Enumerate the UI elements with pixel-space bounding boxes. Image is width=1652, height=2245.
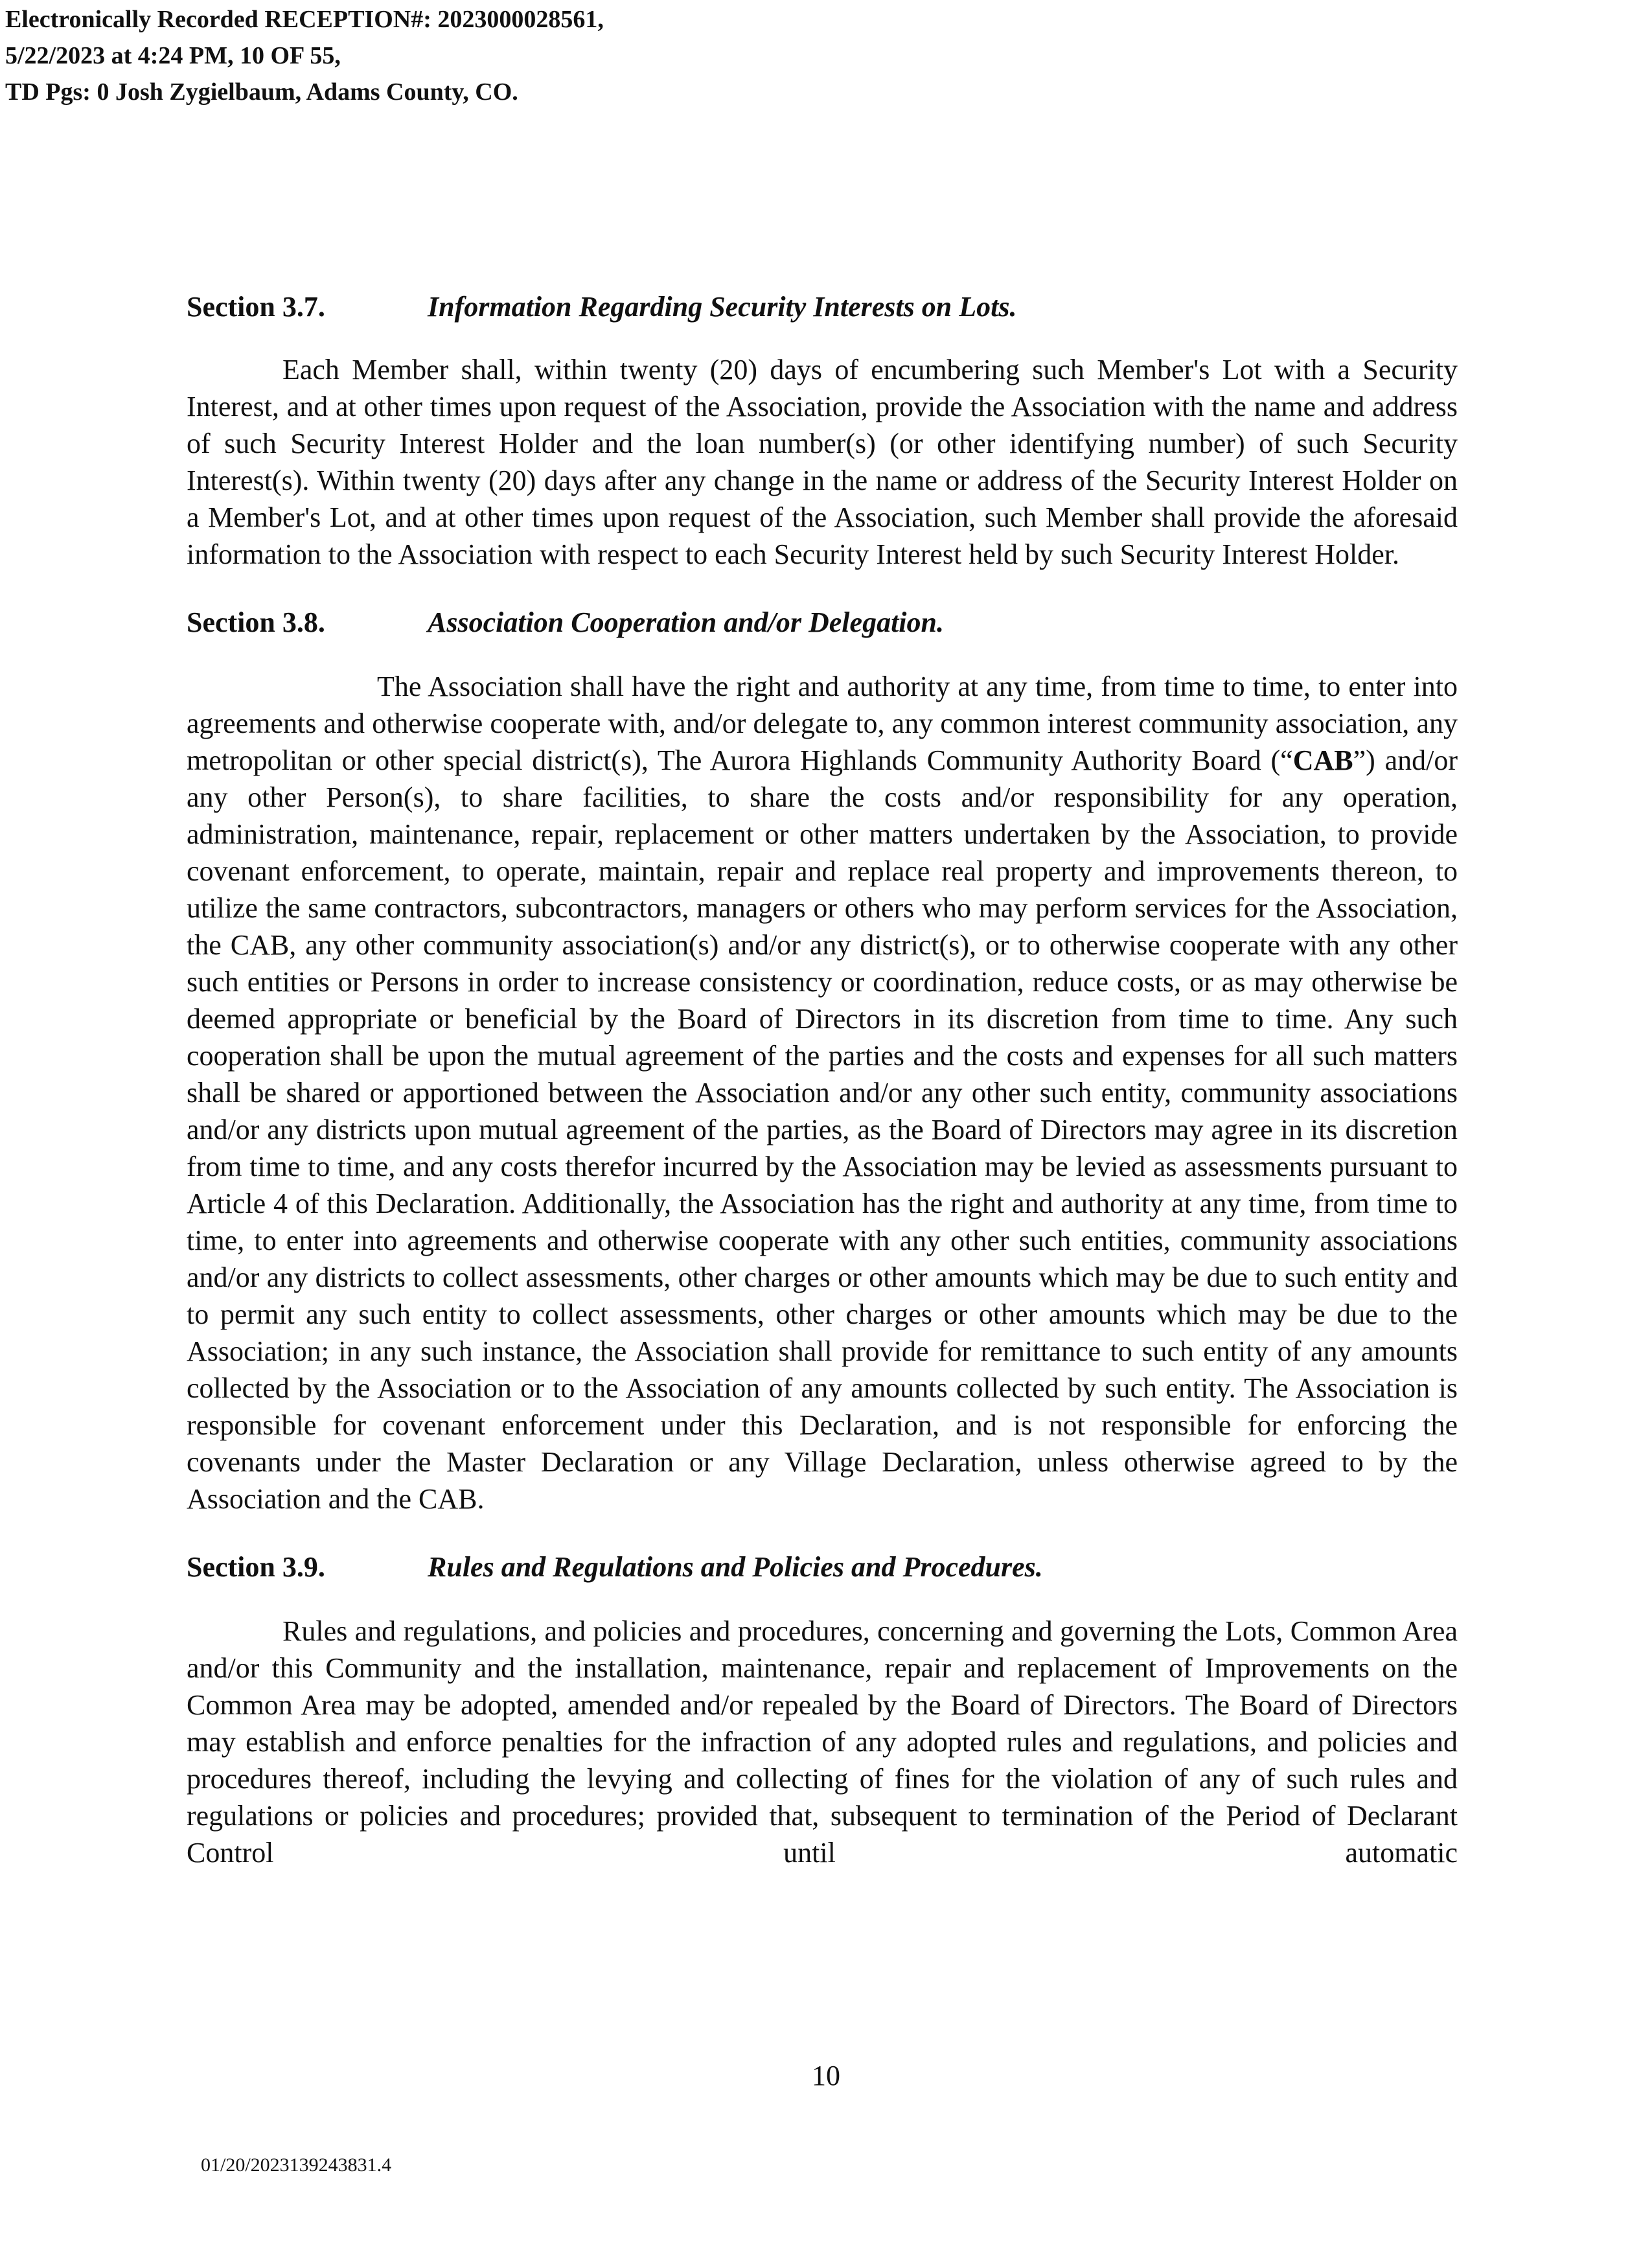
section-number: Section 3.7. [187,291,325,323]
section-heading [187,1548,1458,1585]
document-id: 01/20/2023139243831.4 [201,2154,392,2176]
section-paragraph [187,668,1458,1517]
section-title: Association Cooperation and/or Delegation. [428,606,944,638]
document-body [187,288,1458,1871]
section-3-9 [187,1548,1458,1871]
recording-stamp [5,1,977,110]
recording-stamp-line: Electronically Recorded RECEPTION#: 2023000028561, [5,6,604,33]
section-heading [187,288,1458,325]
paragraph-text: ”) and/or any other Person(s), to share facilities, to share the costs and/or responsibility for any operation, administration, maintenance, repair, replacement or other matters undertaken by the Association, to provide covenant enforcement, to operate, maintain, repair and replace real property and improvements thereon, to utilize the same contractors, subcontractors, managers or others who may perform services for the Association, the CAB, any other community association(s) and/or any district(s), or to otherwise cooperate with any other such entities or Persons in order to increase consistency or coordination, reduce costs, or as may otherwise be deemed appropriate or beneficial by the Board of Directors in its discretion from time to time. Any such cooperation shall be upon the mutual agreement of the parties and the costs and expenses for all such matters shall be shared or apportioned between the Association and/or any other such entity, community associations and/or any districts upon mutual agreement of the parties, as the Board of Directors may agree in its discretion from time to time, and any costs therefor incurred by the Association may be levied as assessments pursuant to Article 4 of this Declaration. Additionally, the Association has the right and authority at any time, from time to time, to enter into agreements and otherwise cooperate with any other such entities, community associations and/or any districts to collect assessments, other charges or other amounts which may be due to such entity and to permit any such entity to collect assessments, other charges or other amounts which may be due to the Association; in any such instance, the Association shall provide for remittance to such entity of any amounts collected by the Association or to the Association of any amounts collected by such entity. The Association is responsible for covenant enforcement under this Declaration, and is not responsible for enforcing the covenants under the Master Declaration or any Village Declaration, unless otherwise agreed to by the Association and the CAB. [187,744,1458,1515]
section-title: Information Regarding Security Interests on Lots. [428,291,1017,323]
section-3-7 [187,288,1458,573]
recording-stamp-line: 5/22/2023 at 4:24 PM, 10 OF 55, [5,42,341,69]
paragraph-text: The Association shall have the right and authority at any time, from time to time, to enter into agreements and otherwise cooperate with, and/or delegate to, any common interest community association, any metropolitan or other special district(s), The Aurora Highlands Community Authority Board (“ [187,671,1458,776]
section-number: Section 3.9. [187,1551,325,1583]
defined-term: CAB [1292,744,1353,776]
section-number: Section 3.8. [187,606,325,638]
section-paragraph: Each Member shall, within twenty (20) days of encumbering such Member's Lot with a Security Interest, and at other times upon request of the Association, provide the Association with the name and address of such Security Interest Holder and the loan number(s) (or other identifying number) of such Security Interest(s). Within twenty (20) days after any change in the name or address of the Security Interest Holder on a Member's Lot, and at other times upon request of the Association, such Member shall provide the aforesaid information to the Association with respect to each Security Interest held by such Security Interest Holder. [187,354,1458,570]
recording-stamp-line: TD Pgs: 0 Josh Zygielbaum, Adams County, CO. [5,78,518,106]
page-number: 10 [812,2060,840,2091]
section-title: Rules and Regulations and Policies and Procedures. [428,1551,1043,1583]
section-3-8 [187,604,1458,1517]
section-paragraph: Rules and regulations, and policies and procedures, concerning and governing the Lots, Common Area and/or this Community and the installation, maintenance, repair and replacement of Improvements on the Common Area may be adopted, amended and/or repealed by the Board of Directors. The Board of Directors may establish and enforce penalties for the infraction of any adopted rules and regulations, and policies and procedures thereof, including the levying and collecting of fines for the violation of any of such rules and regulations or policies and procedures; provided that, subsequent to termination of the Period of Declarant Control until automatic [187,1615,1458,1869]
section-heading [187,604,1458,641]
